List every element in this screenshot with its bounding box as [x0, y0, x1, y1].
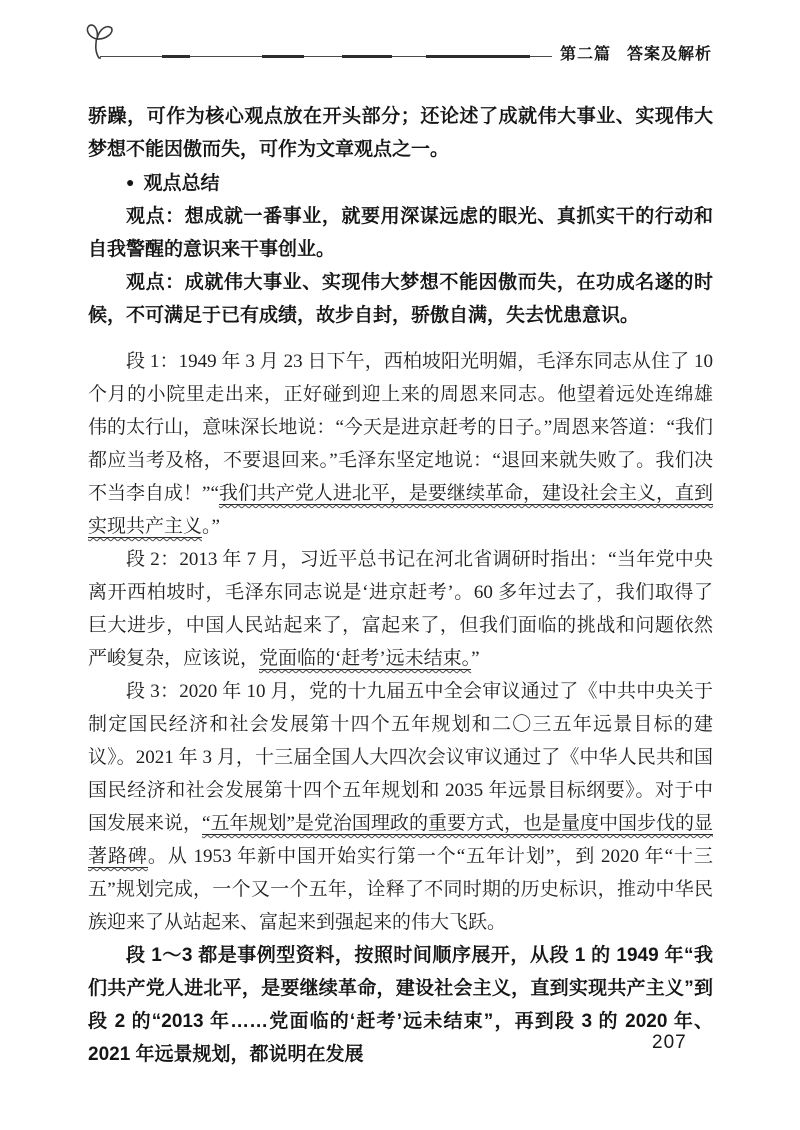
bullet-dot-icon: ● — [126, 174, 135, 190]
text-run: ” — [471, 648, 480, 669]
content — [88, 100, 713, 1071]
emphasized-text: “五年规划”是党治国理政的重要方式，也是量度中国步伐的显著路碑 — [88, 813, 713, 867]
paragraph — [88, 675, 713, 939]
text-run: 观点：想成就一番事业，就要用深谋远虑的眼光、真抓实干的行动和自我警醒的意识来干事创业。 — [88, 206, 713, 260]
paragraph — [88, 345, 713, 543]
section-title: 答案及解析 — [627, 46, 713, 63]
paragraph — [88, 939, 713, 1071]
sprout-leaf-icon — [80, 22, 122, 60]
paragraph — [88, 266, 713, 332]
scan-artifact-dash — [162, 55, 190, 58]
page-header — [0, 0, 800, 80]
section-label: 第二篇 — [560, 46, 612, 63]
scan-artifact-dash — [262, 55, 304, 58]
text-run: 段 3：2020 年 10 月，党的十九届五中全会审议通过了《中共中央关于制定国民经济和社会发展第十四个五年规划和二〇三五年远景目标的建议》。2021 年 3 月，十三届全国人大四次会议审议通过了《中华人民共和国国民经济和社会发展第十四个五年规划和 2035 年远景目标纲要》。对于中国发展来说， — [88, 681, 713, 834]
text-run: 。从 1953 年新中国开始实行第一个“五年计划”，到 2020 年“十三五”规划完成，一个又一个五年，诠释了不同时期的历史标识，推动中华民族迎来了从站起来、富起来到强起来的伟大飞跃。 — [88, 846, 713, 933]
paragraph — [88, 200, 713, 266]
text-run: 段 2：2013 年 7 月，习近平总书记在河北省调研时指出：“当年党中央离开西柏坡时，毛泽东同志说是‘进京赶考’。60 多年过去了，我们取得了巨大进步，中国人民站起来了，富起来了，但我们面临的挑战和问题依然严峻复杂，应该说， — [88, 549, 713, 669]
text-run: 观点：成就伟大事业、实现伟大梦想不能因傲而失，在功成名遂的时候，不可满足于已有成绩，故步自封，骄傲自满，失去忧患意识。 — [88, 272, 713, 326]
text-run: 骄躁，可作为核心观点放在开头部分；还论述了成就伟大事业、实现伟大梦想不能因傲而失，可作为文章观点之一。 — [88, 106, 713, 160]
running-head — [560, 41, 712, 64]
page-number: 207 — [652, 1032, 687, 1053]
header-divider-line — [100, 56, 552, 57]
scan-artifact-dash — [342, 55, 392, 58]
emphasized-text: 我们共产党人进北平，是要继续革命，建设社会主义，直到实现共产主义 — [88, 483, 713, 537]
paragraph — [88, 100, 713, 166]
text-run: 段 1：1949 年 3 月 23 日下午，西柏坡阳光明媚，毛泽东同志从住了 10 个月的小院里走出来，正好碰到迎上来的周恩来同志。他望着远处连绵雄伟的太行山，意味深长地说：“今天是进京赶考的日子。”周恩来答道：“我们都应当考及格，不要退回来。”毛泽东坚定地说：“退回来就失败了。我们决不当李自成！”“ — [88, 351, 713, 504]
paragraph — [88, 543, 713, 675]
emphasized-text: 党面临的‘赶考’远未结束。 — [259, 648, 472, 669]
paragraph — [88, 166, 713, 200]
text-run: 观点总结 — [143, 173, 220, 194]
text-run: 段 1～3 都是事例型资料，按照时间顺序展开，从段 1 的 1949 年“我们共产党人进北平，是要继续革命，建设社会主义，直到实现共产主义”到段 2 的“2013 年……党面临的‘赶考’远未结束”，再到段 3 的 2020 年、2021 年远景规划，都说明在发展 — [88, 945, 713, 1065]
text-run: 。” — [202, 516, 220, 537]
scan-artifact-dash — [426, 55, 530, 58]
